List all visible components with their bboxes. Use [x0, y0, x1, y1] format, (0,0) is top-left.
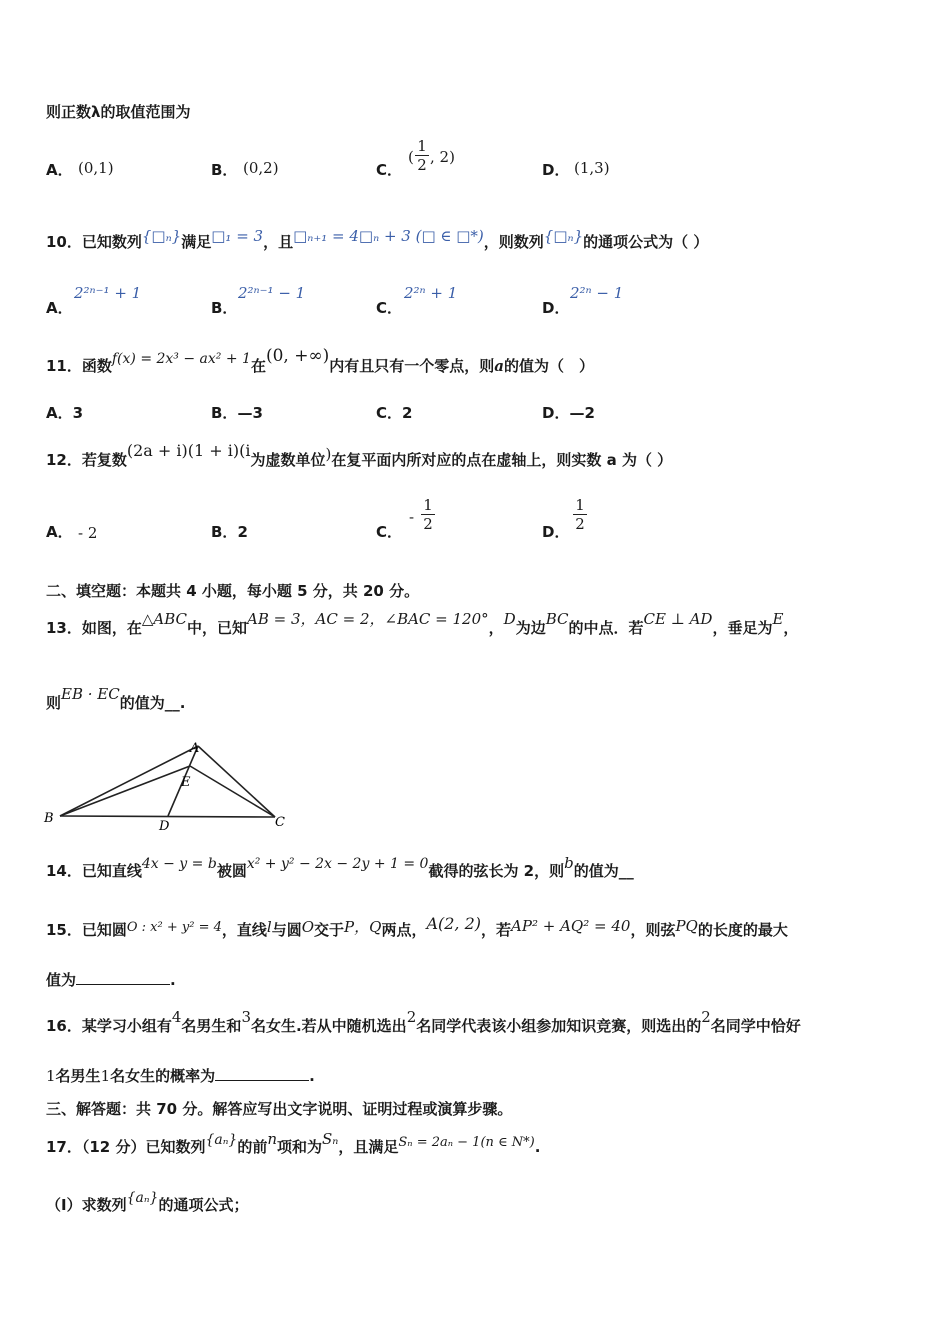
q9-option-c [376, 160, 402, 180]
option-label: A． [46, 161, 73, 179]
answer-blank[interactable] [215, 1066, 309, 1081]
option-label: D． [542, 161, 570, 179]
q16-n4: 2 [701, 1008, 711, 1026]
q11-option-d: D．—2 [542, 404, 595, 422]
q15-line2: 值为 . [46, 971, 176, 989]
q9-option-b-value: (0,2) [243, 159, 279, 177]
q10-option-a: A． [46, 299, 73, 317]
q13-stem: 13．如图，在△ABC中，已知AB = 3，AC = 2，∠BAC = 120°，D为边BC的中点．若CE ⊥ AD，垂足为E， [46, 610, 799, 637]
q12-option-b: B．2 [211, 523, 248, 541]
q15-stem: 15．已知圆O : x² + y² = 4，直线l与圆O交于P，Q两点，A(2, 2)，若AP² + AQ² = 40，则弦PQ的长度的最大 [46, 914, 788, 939]
q9-option-c-post: , 2) [430, 148, 455, 166]
q17-sn: Sₙ [322, 1130, 339, 1148]
q9-stem: 则正数λ的取值范围为 [46, 103, 191, 121]
label-d: D [159, 819, 170, 834]
q11-option-a: A．3 [46, 404, 84, 422]
label-c: C [275, 815, 285, 830]
q11-interval: (0, +∞) [265, 346, 330, 366]
q13-triangle: △ABC [141, 610, 188, 628]
section-2-heading: 二、填空题：本题共 4 小题，每小题 5 分，共 20 分。 [46, 582, 420, 600]
q13-figure [40, 736, 300, 836]
q16-one-a: 1 [46, 1067, 56, 1085]
option-label: B． [211, 161, 238, 179]
q10-cond1: □₁ = 3 [211, 227, 264, 245]
q11-option-c: C．2 [376, 404, 413, 422]
q13-dot-product: EB · EC [61, 685, 120, 703]
q16-n3: 2 [406, 1008, 417, 1026]
q10-option-d: D． [542, 299, 570, 317]
q13-e: E [772, 610, 784, 628]
q12-option-c: C． [376, 523, 403, 541]
q10-option-b: B． [211, 299, 238, 317]
q17-an: {aₙ} [205, 1132, 238, 1148]
segment-ce [190, 766, 275, 817]
q12-option-d-fraction: $\frac{1}{2}$ [573, 496, 587, 533]
segment-ab [60, 746, 198, 816]
q17-equation: Sₙ = 2aₙ − 1(n ∈ N*) [398, 1135, 535, 1150]
q15-circle: O : x² + y² = 4 [126, 920, 222, 935]
q12-option-c-sign: - [409, 508, 415, 526]
q9-option-b [211, 160, 237, 180]
q10-cond2: □ₙ₊₁ = 4□ₙ + 3 (□ ∈ □*) [293, 227, 484, 245]
q12-expression: (2a + i)(1 + i)(i [126, 441, 251, 460]
q10-sequence: {□ₙ} [141, 227, 182, 245]
answer-blank[interactable] [76, 970, 170, 985]
q12-stem: 12．若复数(2a + i)(1 + i)(i为虚数单位)在复平面内所对应的点在虚轴上，则实数 a 为（ ） [46, 441, 673, 469]
q15-cond: AP² + AQ² = 40 [511, 917, 631, 935]
q9-option-d-value: (1,3) [574, 159, 610, 177]
q17-sub1: （Ⅰ）求数列{aₙ}的通项公式； [46, 1190, 249, 1214]
q9-option-c-fraction: $\frac{1}{2}$ [415, 137, 429, 174]
label-a: A [190, 741, 200, 756]
q14-line: 4x − y = b [141, 856, 217, 872]
q11-stem: 11．函数f(x) = 2x³ − ax² + 1在(0, +∞)内有且只有一个零点，则a的值为（ ） [46, 346, 595, 375]
q13-perp: CE ⊥ AD [643, 610, 713, 628]
q15-l: l [266, 918, 272, 936]
q9-option-d [542, 160, 569, 180]
label-e: E [181, 775, 191, 790]
segment-bc [60, 816, 275, 817]
segment-ac [198, 746, 275, 817]
q13-given: AB = 3，AC = 2，∠BAC = 120° [247, 610, 489, 628]
q13-d: D [503, 610, 516, 628]
q9-option-a-value: (0,1) [78, 159, 114, 177]
q15-o: O [301, 918, 315, 936]
q14-b: b [564, 854, 574, 872]
q16-one-b: 1 [100, 1067, 111, 1085]
label-b: B [44, 811, 54, 826]
q17-n: n [267, 1130, 278, 1148]
q10-option-d-value: 2²ⁿ − 1 [570, 284, 624, 302]
q16-n1: 4 [171, 1008, 182, 1026]
q16-line2: 1名男生1名女生的概率为 . [46, 1067, 315, 1085]
q10-option-b-value: 2²ⁿ⁻¹ − 1 [238, 284, 306, 302]
q16-n2: 3 [241, 1008, 251, 1026]
q9-option-a [46, 160, 73, 180]
q17-stem: 17．（12 分）已知数列{aₙ}的前n项和为Sₙ，且满足Sₙ = 2aₙ − 1(n ∈ N*). [46, 1130, 541, 1156]
q10-option-a-value: 2²ⁿ⁻¹ + 1 [74, 284, 142, 302]
q12-option-c-fraction: $\frac{1}{2}$ [421, 496, 435, 533]
q12-option-d: D． [542, 523, 570, 541]
q15-chord: PQ [675, 917, 698, 935]
q12-option-a: A． [46, 523, 73, 541]
q10-stem: 10．已知数列{□ₙ}满足□₁ = 3，且□ₙ₊₁ = 4□ₙ + 3 (□ ∈ □*)，则数列{□ₙ}的通项公式为（ ） [46, 227, 709, 251]
q17-sub1-an: {aₙ} [126, 1190, 159, 1206]
q15-pq-points: P，Q [344, 918, 382, 936]
q13-line2: 则EB · EC的值为__. [46, 685, 186, 712]
q13-bc: BC [545, 610, 569, 628]
q12-option-a-value: - 2 [78, 524, 98, 542]
q15-a: A(2, 2) [426, 914, 482, 933]
q16-stem: 16．某学习小组有4名男生和3名女生.若从中随机选出2名同学代表该小组参加知识竞赛，则选出的2名同学中恰好 [46, 1008, 801, 1035]
section-3-heading: 三、解答题：共 70 分。解答应写出文字说明、证明过程或演算步骤。 [46, 1100, 513, 1118]
q11-var: a [494, 357, 505, 375]
q12-paren: ) [325, 445, 332, 463]
q14-circle: x² + y² − 2x − 2y + 1 = 0 [246, 856, 429, 872]
q14-stem: 14．已知直线4x − y = b被圆x² + y² − 2x − 2y + 1 = 0截得的弦长为 2，则b的值为__ [46, 854, 634, 880]
q10-option-c: C． [376, 299, 403, 317]
q10-option-c-value: 2²ⁿ + 1 [404, 284, 458, 302]
q11-function: f(x) = 2x³ − ax² + 1 [111, 351, 251, 367]
option-label: C． [376, 161, 403, 179]
q10-sequence-2: {□ₙ} [543, 227, 584, 245]
q9-option-c-pre: ( [408, 148, 414, 166]
q11-option-b: B．—3 [211, 404, 263, 422]
